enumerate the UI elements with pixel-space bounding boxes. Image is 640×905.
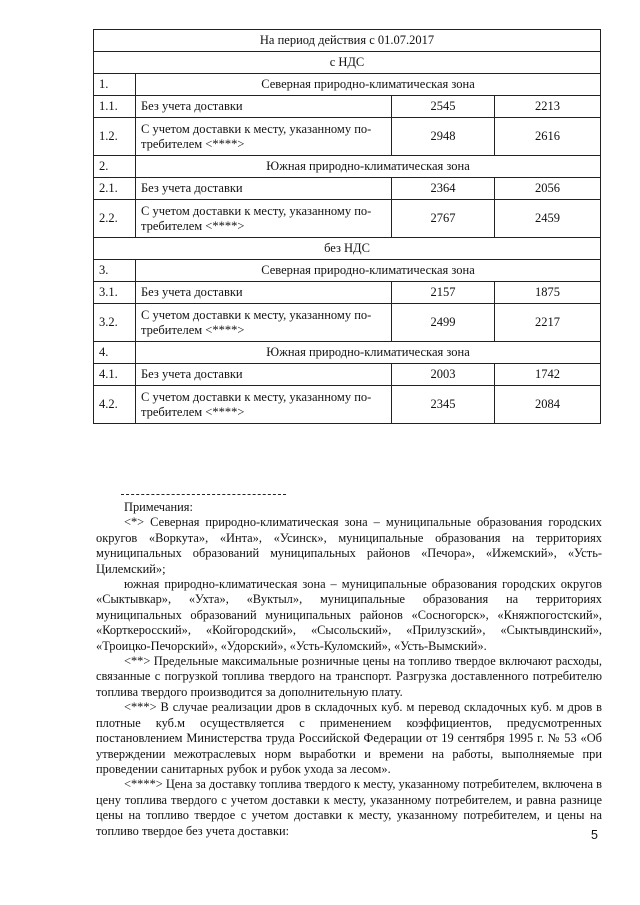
zone-label: Южная природно-климатическая зона <box>136 342 601 364</box>
row-index: 4.1. <box>94 364 136 386</box>
price-value: 2616 <box>495 118 601 156</box>
note-paragraph: <****> Цена за доставку топлива твердого к месту, указанному потребителем, включена в цену топлива твердого с учетом доставки к месту, указанному потребителем, и равна разнице цены на топливо твердое с учетом доставки к месту, указанному потребителем, и цены на топливо твердое без учета доставки: <box>96 777 602 838</box>
row-label: Без учета доставки <box>136 282 392 304</box>
price-value: 2056 <box>495 178 601 200</box>
row-label: Без учета доставки <box>136 364 392 386</box>
row-label <box>136 386 392 424</box>
row-label-line: требителем <****> <box>141 218 245 233</box>
zone-row <box>94 74 601 96</box>
notes-title: Примечания: <box>124 500 193 514</box>
price-value: 2948 <box>392 118 495 156</box>
note-paragraph: южная природно-климатическая зона – муниципальные образования городских округов «Сыктывкар», «Ухта», «Вуктыл», муниципальные образования на территориях муниципальных образований муниципальных районов «Сосногорск», «Княжпогостский», «Корткеросский», «Койгородский», «Сысольский», «Прилузский», «Сыктывдинский», «Троицко-Печорский», «Удорский», «Усть-Куломский», «Усть-Вымский». <box>96 577 602 653</box>
row-index: 1.1. <box>94 96 136 118</box>
price-value: 2217 <box>495 304 601 342</box>
section-with-vat: с НДС <box>94 52 601 74</box>
table-row <box>94 282 601 304</box>
table-row <box>94 96 601 118</box>
note-paragraph: <***> В случае реализации дров в складочных куб. м перевод складочных куб. м дров в плотные куб.м осуществляется с применением коэффициентов, предусмотренных постановлением Министерства труда Российской Федерации от 19 сентября 1995 г. № 53 «Об утверждении межотраслевых норм выработки и времени на работы, выполняемые при проведении санитарных рубок и рубок ухода за лесом». <box>96 700 602 776</box>
row-label <box>136 118 392 156</box>
price-value: 2767 <box>392 200 495 238</box>
price-value: 2213 <box>495 96 601 118</box>
zone-row <box>94 156 601 178</box>
row-index: 4. <box>94 342 136 364</box>
row-label-line: С учетом доставки к месту, указанному по- <box>141 307 372 322</box>
zone-label: Северная природно-климатическая зона <box>136 74 601 96</box>
row-label-line: требителем <****> <box>141 322 245 337</box>
price-value: 2545 <box>392 96 495 118</box>
footnote-divider <box>121 494 286 496</box>
row-label: Без учета доставки <box>136 178 392 200</box>
period-header-row <box>94 30 601 52</box>
price-value: 2364 <box>392 178 495 200</box>
table-row <box>94 200 601 238</box>
zone-label: Северная природно-климатическая зона <box>136 260 601 282</box>
row-label <box>136 200 392 238</box>
row-index: 2.2. <box>94 200 136 238</box>
row-label-line: требителем <****> <box>141 404 245 419</box>
price-value: 2084 <box>495 386 601 424</box>
row-index: 3.1. <box>94 282 136 304</box>
table-row <box>94 386 601 424</box>
row-label-line: С учетом доставки к месту, указанному по- <box>141 121 372 136</box>
row-index: 1. <box>94 74 136 96</box>
row-index: 3.2. <box>94 304 136 342</box>
row-index: 2. <box>94 156 136 178</box>
zone-row <box>94 260 601 282</box>
notes-section <box>96 494 602 839</box>
price-value: 2345 <box>392 386 495 424</box>
vat-section-row <box>94 52 601 74</box>
note-paragraph: <**> Предельные максимальные розничные цены на топливо твердое включают расходы, связанные с погрузкой топлива твердого на транспорт. Разгрузка доставленного потребителю топлива твердого производится за дополнительную плату. <box>96 654 602 699</box>
price-table-body <box>94 30 601 424</box>
section-without-vat: без НДС <box>94 238 601 260</box>
table-row <box>94 364 601 386</box>
page-number: 5 <box>591 828 598 842</box>
row-index: 1.2. <box>94 118 136 156</box>
price-value: 1875 <box>495 282 601 304</box>
table-row <box>94 118 601 156</box>
price-value: 2003 <box>392 364 495 386</box>
price-value: 2459 <box>495 200 601 238</box>
zone-label: Южная природно-климатическая зона <box>136 156 601 178</box>
row-index: 2.1. <box>94 178 136 200</box>
row-index: 4.2. <box>94 386 136 424</box>
row-label-line: С учетом доставки к месту, указанному по- <box>141 203 372 218</box>
section-row <box>94 238 601 260</box>
price-value: 2499 <box>392 304 495 342</box>
period-header: На период действия с 01.07.2017 <box>94 30 601 52</box>
row-index: 3. <box>94 260 136 282</box>
table-row <box>94 304 601 342</box>
price-value: 1742 <box>495 364 601 386</box>
row-label <box>136 304 392 342</box>
table-row <box>94 178 601 200</box>
price-table <box>93 29 601 424</box>
row-label-line: требителем <****> <box>141 136 245 151</box>
price-value: 2157 <box>392 282 495 304</box>
note-paragraph: <*> Северная природно-климатическая зона – муниципальные образования городских округов «Воркута», «Инта», «Усинск», муниципальные образования на территориях муниципальных образований муниципальных районов «Печора», «Ижемский», «Усть-Цилемский»; <box>96 515 602 576</box>
row-label: Без учета доставки <box>136 96 392 118</box>
zone-row <box>94 342 601 364</box>
row-label-line: С учетом доставки к месту, указанному по- <box>141 389 372 404</box>
